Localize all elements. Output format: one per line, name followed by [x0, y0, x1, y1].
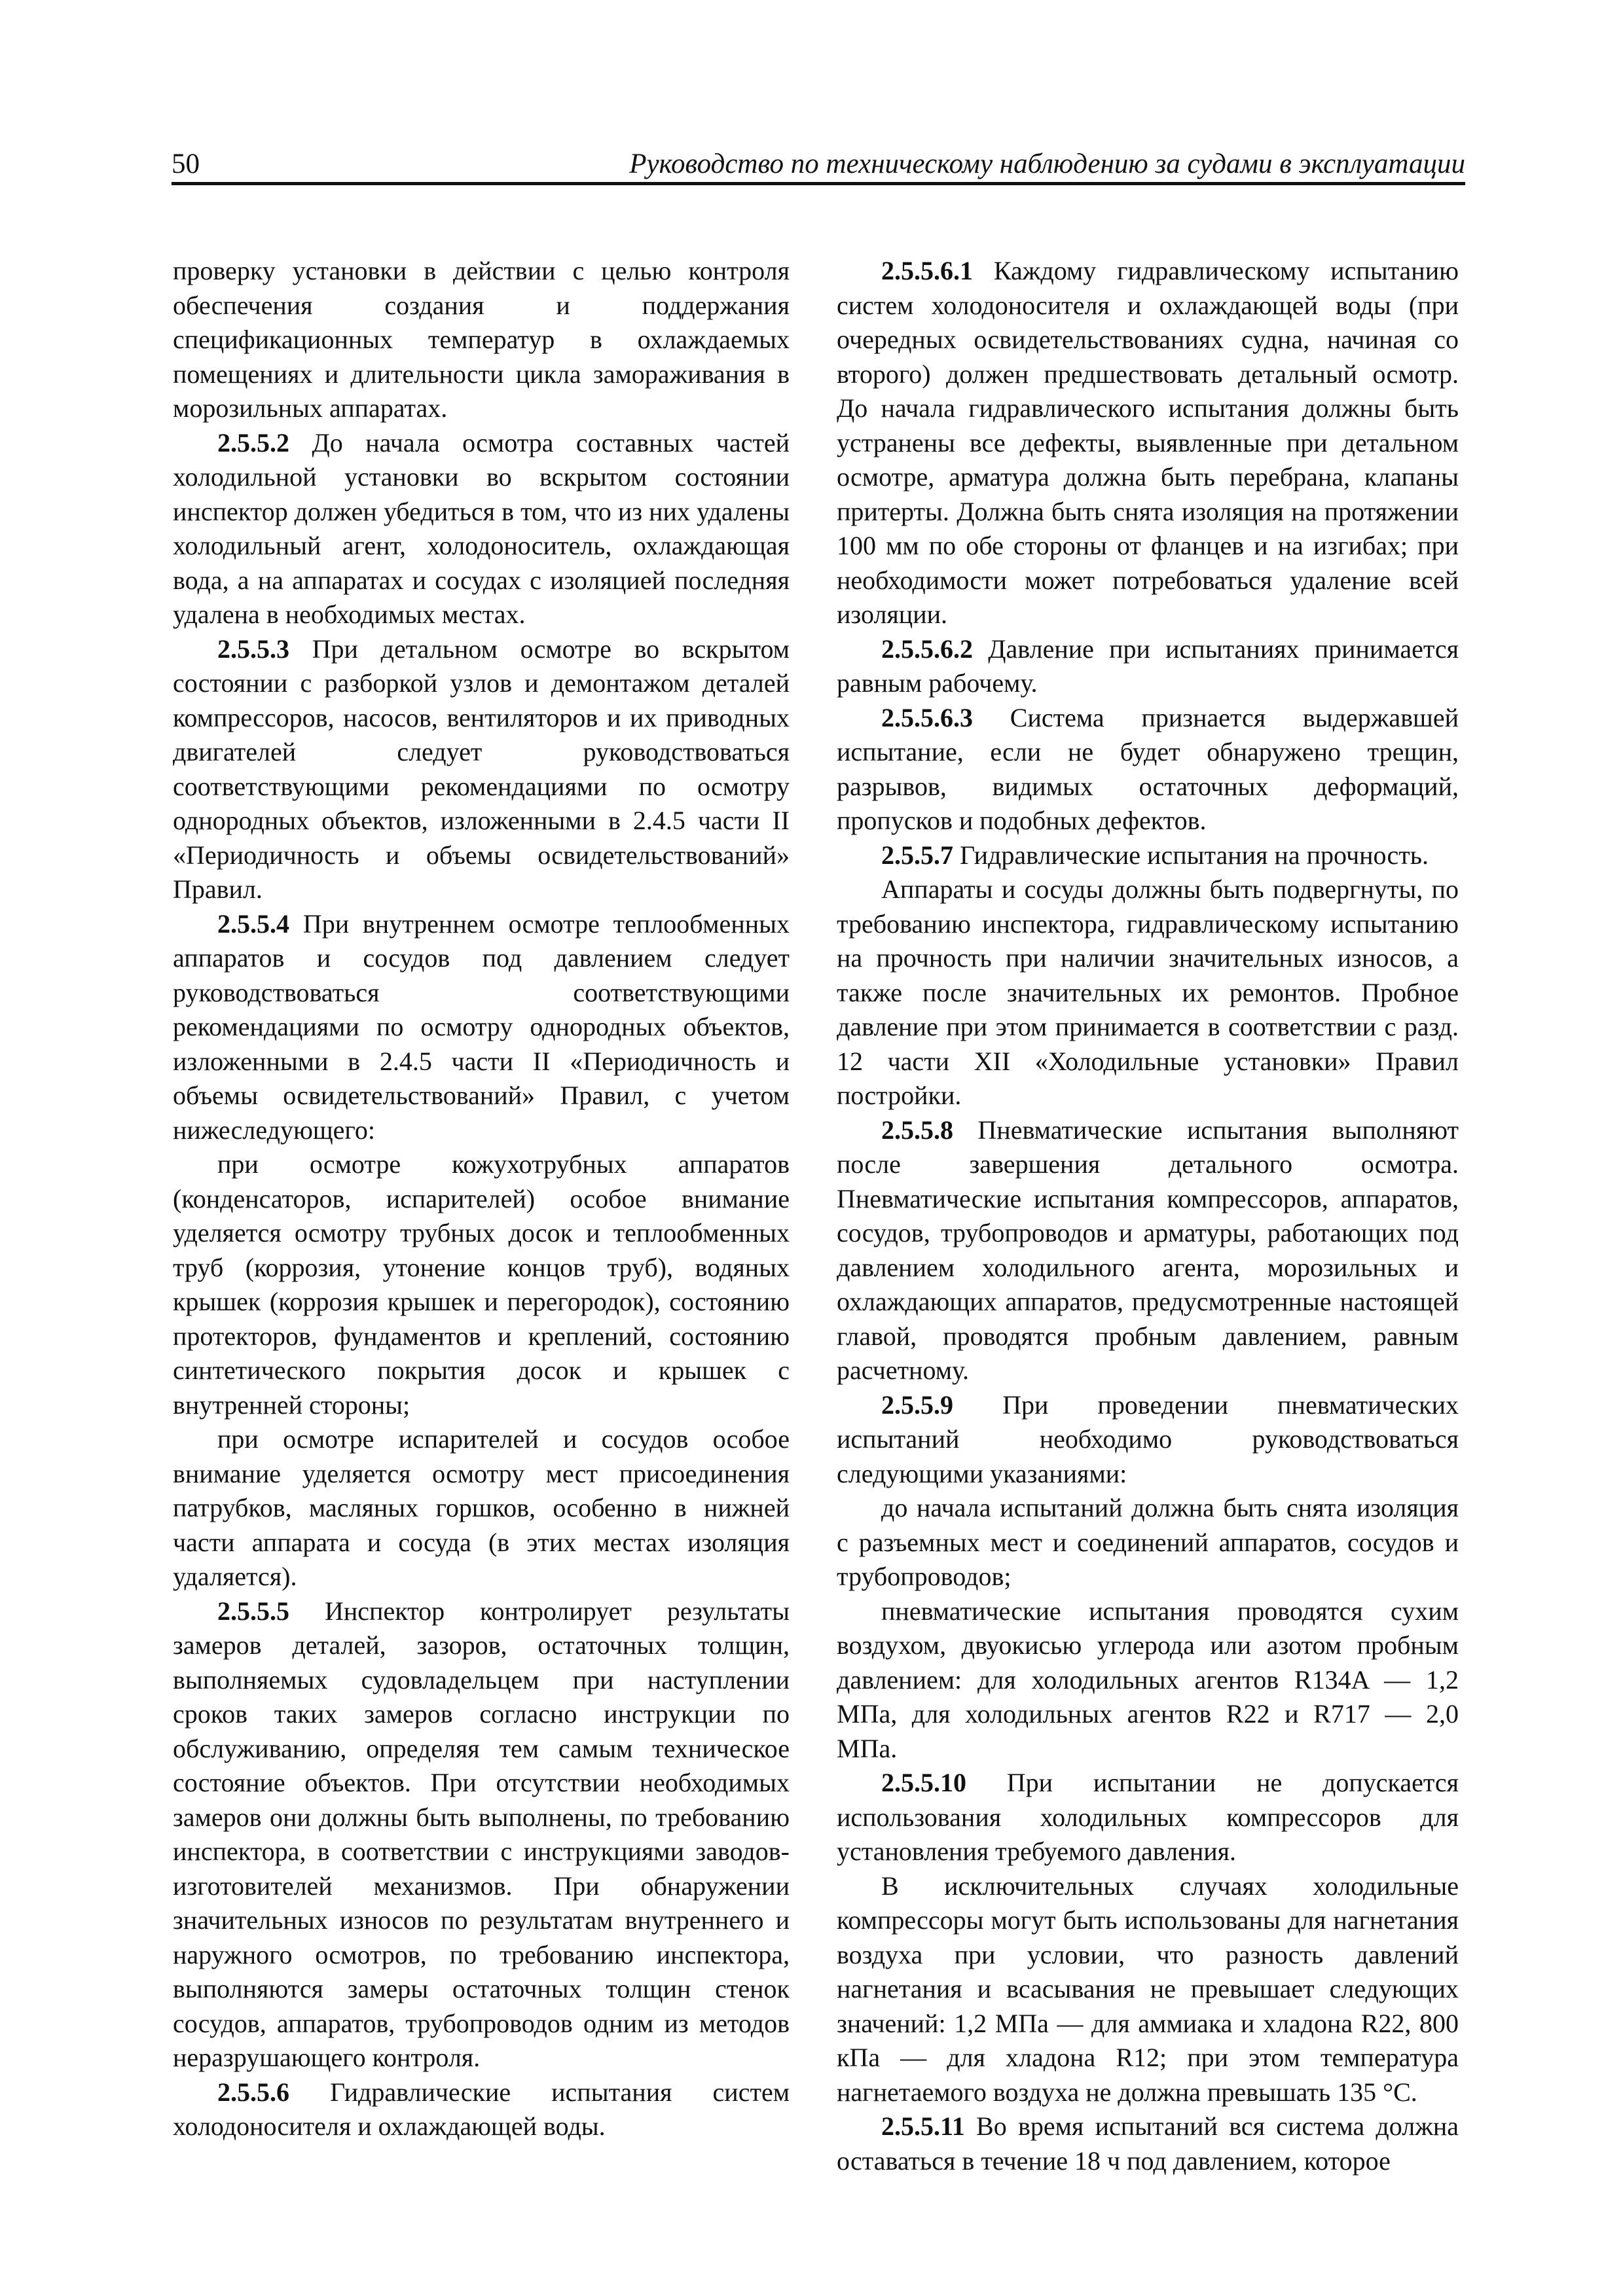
paragraph-text: Система признается выдержавшей испытание, если не будет обнаружено трещин, разрывов, видимых остаточных деформаций, пропусков и подобных дефектов. [837, 702, 1459, 835]
paragraph-text: Гидравлические испытания систем холодоносителя и охлаждающей воды. [173, 2077, 790, 2141]
page-header [172, 145, 1465, 185]
paragraph [173, 2075, 790, 2144]
paragraph [173, 907, 790, 1148]
clause-number: 2.5.5.5 [217, 1596, 289, 1626]
paragraph [173, 632, 790, 907]
right-column [837, 254, 1459, 2178]
paragraph [837, 1491, 1459, 1594]
clause-number: 2.5.5.6 [217, 2077, 289, 2107]
left-column [173, 254, 790, 2144]
paragraph-text: проверку установки в действии с целью контроля обеспечения создания и поддержания спецификационных температур в охлаждаемых помещениях и длительности цикла замораживания в морозильных аппаратах. [173, 256, 790, 423]
paragraph-text: При детальном осмотре во вскрытом состоянии с разборкой узлов и демонтажом деталей компрессоров, насосов, вентиляторов и их приводных двигателей следует руководствоваться соответствующими рекомендациями по осмотру однородных объектов, изложенными в 2.4.5 части II «Периодичность и объемы освидетельствований» Правил. [173, 634, 790, 904]
paragraph [837, 2109, 1459, 2178]
paragraph [837, 1766, 1459, 1869]
clause-number: 2.5.5.6.1 [881, 256, 973, 285]
paragraph-text: При испытании не допускается использования холодильных компрессоров для установления требуемого давления. [837, 1768, 1459, 1866]
paragraph [173, 1147, 790, 1422]
paragraph-text: Каждому гидравлическому испытанию систем холодоносителя и охлаждающей воды (при очередных освидетельствованиях судна, начиная со второго) должен предшествовать детальный осмотр. До начала гидравлического испытания должны быть устранены все дефекты, выявленные при детальном осмотре, арматура должна быть перебрана, клапаны притерты. Должна быть снята изоляция на протяжении 100 мм по обе стороны от фланцев и на изгибах; при необходимости может потребоваться удаление всей изоляции. [837, 256, 1459, 629]
paragraph-text: до начала испытаний должна быть снята изоляция с разъемных мест и соединений аппаратов, сосудов и трубопроводов; [837, 1493, 1459, 1591]
clause-number: 2.5.5.6.2 [881, 634, 973, 664]
paragraph [837, 1869, 1459, 2110]
running-title: Руководство по техническому наблюдению за судами в эксплуатации [629, 149, 1465, 179]
paragraph-text: при осмотре испарителей и сосудов особое внимание уделяется осмотру мест присоединения патрубков, масляных горшков, особенно в нижней части аппарата и сосуда (в этих местах изоляция удаляется). [173, 1424, 790, 1591]
paragraph [837, 701, 1459, 838]
paragraph-text: Во время испытаний вся система должна оставаться в течение 18 ч под давлением, которое [837, 2111, 1459, 2176]
paragraph [173, 1594, 790, 2075]
paragraph [837, 1388, 1459, 1492]
paragraph [173, 426, 790, 632]
paragraph [837, 254, 1459, 632]
paragraph-text: Гидравлические испытания на прочность. [960, 840, 1429, 870]
clause-number: 2.5.5.2 [217, 427, 289, 457]
paragraph-text: При внутреннем осмотре теплообменных аппаратов и сосудов под давлением следует руководствоваться соответствующими рекомендациями по осмотру однородных объектов, изложенными в 2.4.5 части II «Периодичность и объемы освидетельствований» Правил, с учетом нижеследующего: [173, 908, 790, 1145]
paragraph-text: пневматические испытания проводятся сухим воздухом, двуокисью углерода или азотом пробным давлением: для холодильных агентов R134A — 1,2 МПа, для холодильных агентов R22 и R717 — 2,0 МПа. [837, 1596, 1459, 1763]
paragraph [837, 1594, 1459, 1767]
clause-number: 2.5.5.8 [881, 1115, 953, 1145]
paragraph-text: при осмотре кожухотрубных аппаратов (конденсаторов, испарителей) особое внимание уделяется осмотру трубных досок и теплообменных труб (коррозия, утонение концов труб), водяных крышек (коррозия крышек и перегородок), состоянию протекторов, фундаментов и креплений, состоянию синтетического покрытия досок и крышек с внутренней стороны; [173, 1149, 790, 1420]
paragraph [173, 1422, 790, 1594]
clause-number: 2.5.5.11 [881, 2111, 965, 2141]
clause-number: 2.5.5.10 [881, 1768, 966, 1797]
clause-number: 2.5.5.4 [217, 908, 289, 939]
clause-number: 2.5.5.7 [881, 840, 953, 870]
paragraph-text: При проведении пневматических испытаний необходимо руководствоваться следующими указаниями: [837, 1390, 1459, 1488]
paragraph [837, 872, 1459, 1113]
clause-number: 2.5.5.3 [217, 634, 289, 664]
paragraph [837, 1113, 1459, 1388]
paragraph-text: Пневматические испытания выполняют после завершения детального осмотра. Пневматические испытания компрессоров, аппаратов, сосудов, трубопроводов и арматуры, работающих под давлением холодильного агента, морозильных и охлаждающих аппаратов, предусмотренные настоящей главой, проводятся пробным давлением, равным расчетному. [837, 1115, 1459, 1385]
paragraph-text: В исключительных случаях холодильные компрессоры могут быть использованы для нагнетания воздуха при условии, что разность давлений нагнетания и всасывания не превышает следующих значений: 1,2 МПа — для аммиака и хладона R22, 800 кПа — для хладона R12; при этом температура нагнетаемого воздуха не должна превышать 135 °С. [837, 1871, 1459, 2107]
clause-number: 2.5.5.6.3 [881, 702, 973, 732]
paragraph-text: Давление при испытаниях принимается равным рабочему. [837, 634, 1459, 698]
paragraph [173, 254, 790, 426]
paragraph [837, 632, 1459, 701]
page-number: 50 [172, 149, 200, 179]
paragraph-text: Инспектор контролирует результаты замеров деталей, зазоров, остаточных толщин, выполняемых судовладельцем при наступлении сроков таких замеров согласно инструкции по обслуживанию, определяя тем самым техническое состояние объектов. При отсутствии необходимых замеров они должны быть выполнены, по требованию инспектора, в соответствии с инструкциями заводов-изготовителей механизмов. При обнаружении значительных износов по результатам внутреннего и наружного осмотров, по требованию инспектора, выполняются замеры остаточных толщин стенок сосудов, аппаратов, трубопроводов одним из методов неразрушающего контроля. [173, 1596, 790, 2072]
paragraph-text: До начала осмотра составных частей холодильной установки во вскрытом состоянии инспектор должен убедиться в том, что из них удалены холодильный агент, холодоноситель, охлаждающая вода, а на аппаратах и сосудах с изоляцией последняя удалена в необходимых местах. [173, 427, 790, 629]
clause-number: 2.5.5.9 [881, 1390, 953, 1420]
paragraph-text: Аппараты и сосуды должны быть подвергнуты, по требованию инспектора, гидравлическому испытанию на прочность при наличии значительных износов, а также после значительных их ремонтов. Пробное давление при этом принимается в соответствии с разд. 12 части XII «Холодильные установки» Правил постройки. [837, 874, 1459, 1110]
paragraph [837, 838, 1459, 873]
